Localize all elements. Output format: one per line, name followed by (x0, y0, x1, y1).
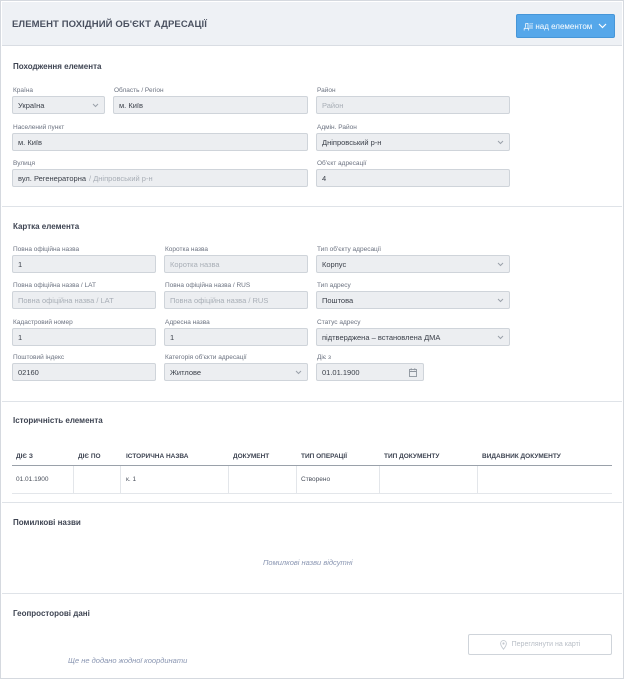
card-section-title: Картка елемента (13, 222, 80, 231)
chevron-down-icon (295, 370, 302, 375)
history-section-title: Історичність елемента (13, 416, 103, 425)
object-field[interactable] (316, 169, 510, 187)
page-title: ЕЛЕМЕНТ ПОХІДНИЙ ОБ'ЄКТ АДРЕСАЦІЇ (12, 19, 207, 30)
column-header: ДОКУМЕНТ (233, 453, 270, 460)
chevron-down-icon (92, 103, 99, 108)
full-name-lat-field[interactable] (12, 291, 156, 309)
street-value: вул. Регенераторна (18, 173, 87, 183)
address-name-value: 1 (170, 332, 175, 342)
history-table-header (12, 448, 612, 466)
map-pin-icon (500, 640, 507, 650)
full-name-value: 1 (18, 259, 23, 269)
street-district-sub: / Дніпровський р-н (89, 173, 153, 183)
origin-section-title: Походження елемента (13, 62, 102, 71)
column-divider (379, 466, 380, 493)
address-name-label: Адресна назва (165, 319, 210, 326)
full-name-rus-field[interactable] (164, 291, 308, 309)
category-value: Житлове (170, 367, 202, 377)
chevron-down-icon (497, 335, 504, 340)
element-actions-label: Дії над елементом (523, 21, 593, 31)
column-divider (120, 466, 121, 493)
view-on-map-button[interactable] (468, 634, 612, 655)
street-field[interactable] (12, 169, 308, 187)
short-name-placeholder: Коротка назва (170, 259, 220, 269)
cadastral-label: Кадастровий номер (13, 319, 73, 326)
column-divider (73, 466, 74, 493)
column-divider (477, 466, 478, 493)
full-name-lat-placeholder: Повна офіційна назва / LAT (18, 295, 114, 305)
cadastral-value: 1 (18, 332, 23, 342)
admin-district-select[interactable] (316, 133, 510, 151)
full-name-rus-label: Повна офіційна назва / RUS (165, 282, 251, 289)
address-status-select[interactable] (316, 328, 510, 346)
column-header: ДІЄ З (16, 453, 33, 460)
column-divider (228, 466, 229, 493)
settlement-field[interactable] (12, 133, 308, 151)
postal-label: Поштовий індекс (13, 354, 65, 361)
street-label: Вулиця (13, 160, 36, 167)
errors-empty-text: Помилкові назви відсутні (263, 558, 353, 567)
full-name-rus-placeholder: Повна офіційна назва / RUS (170, 295, 269, 305)
short-name-field[interactable] (164, 255, 308, 273)
settlement-label: Населений пункт (13, 124, 65, 131)
category-label: Категорія об'єкти адресації (165, 354, 247, 361)
address-status-value: підтверджена – встановлена ДМА (322, 332, 441, 342)
postal-value: 02160 (18, 367, 39, 377)
full-name-label: Повна офіційна назва (13, 246, 80, 253)
postal-field[interactable] (12, 363, 156, 381)
table-cell: Створено (301, 476, 331, 483)
column-header: ТИП ОПЕРАЦІЇ (301, 453, 347, 460)
view-on-map-label: Переглянути на карті (511, 641, 581, 648)
errors-section-title: Помилкові назви (13, 518, 81, 527)
column-header: ІСТОРИЧНА НАЗВА (126, 453, 189, 460)
divider (2, 502, 622, 503)
country-label: Країна (13, 87, 34, 94)
admin-district-label: Адмін. Район (317, 124, 357, 131)
category-select[interactable] (164, 363, 308, 381)
chevron-down-icon (497, 262, 504, 267)
district-placeholder: Район (322, 100, 344, 110)
object-type-value: Корпус (322, 259, 347, 269)
cadastral-field[interactable] (12, 328, 156, 346)
valid-from-value: 01.01.1900 (322, 367, 360, 377)
region-label: Область / Регіон (114, 87, 164, 94)
object-value: 4 (322, 173, 327, 183)
divider (2, 593, 622, 594)
calendar-icon[interactable] (409, 368, 417, 377)
chevron-down-icon (497, 298, 504, 303)
region-field[interactable] (113, 96, 308, 114)
full-name-lat-label: Повна офіційна назва / LAT (13, 282, 96, 289)
divider (2, 206, 622, 207)
object-type-select[interactable] (316, 255, 510, 273)
geo-section-title: Геопросторові дані (13, 609, 90, 618)
region-value: м. Київ (119, 100, 143, 110)
column-header: ДІЄ ПО (78, 453, 101, 460)
district-label: Район (317, 87, 336, 94)
country-value: Україна (18, 100, 45, 110)
country-select[interactable] (12, 96, 105, 114)
table-cell: к. 1 (126, 476, 137, 483)
element-actions-button[interactable] (516, 14, 615, 38)
full-name-field[interactable] (12, 255, 156, 273)
column-header: ТИП ДОКУМЕНТУ (384, 453, 440, 460)
address-name-field[interactable] (164, 328, 308, 346)
address-status-label: Статус адресу (317, 319, 361, 326)
chevron-down-icon (497, 140, 504, 145)
address-type-label: Тип адресу (317, 282, 351, 289)
admin-district-value: Дніпровський р-н (322, 137, 382, 147)
column-header: ВИДАВНИК ДОКУМЕНТУ (482, 453, 561, 460)
page-header (2, 2, 622, 46)
object-type-label: Тип об'єкту адресації (317, 246, 382, 253)
address-type-select[interactable] (316, 291, 510, 309)
column-divider (296, 466, 297, 493)
district-field[interactable] (316, 96, 510, 114)
address-type-value: Поштова (322, 295, 354, 305)
geo-empty-text: Ще не додано жодної координати (68, 656, 188, 665)
settlement-value: м. Київ (18, 137, 42, 147)
valid-from-label: Діє з (317, 354, 331, 361)
chevron-down-icon (598, 23, 607, 29)
object-label: Об'єкт адресації (317, 160, 367, 167)
short-name-label: Коротка назва (165, 246, 208, 253)
table-cell: 01.01.1900 (16, 476, 49, 483)
valid-from-date-field[interactable] (316, 363, 424, 381)
table-row[interactable] (12, 466, 612, 494)
divider (2, 401, 622, 402)
